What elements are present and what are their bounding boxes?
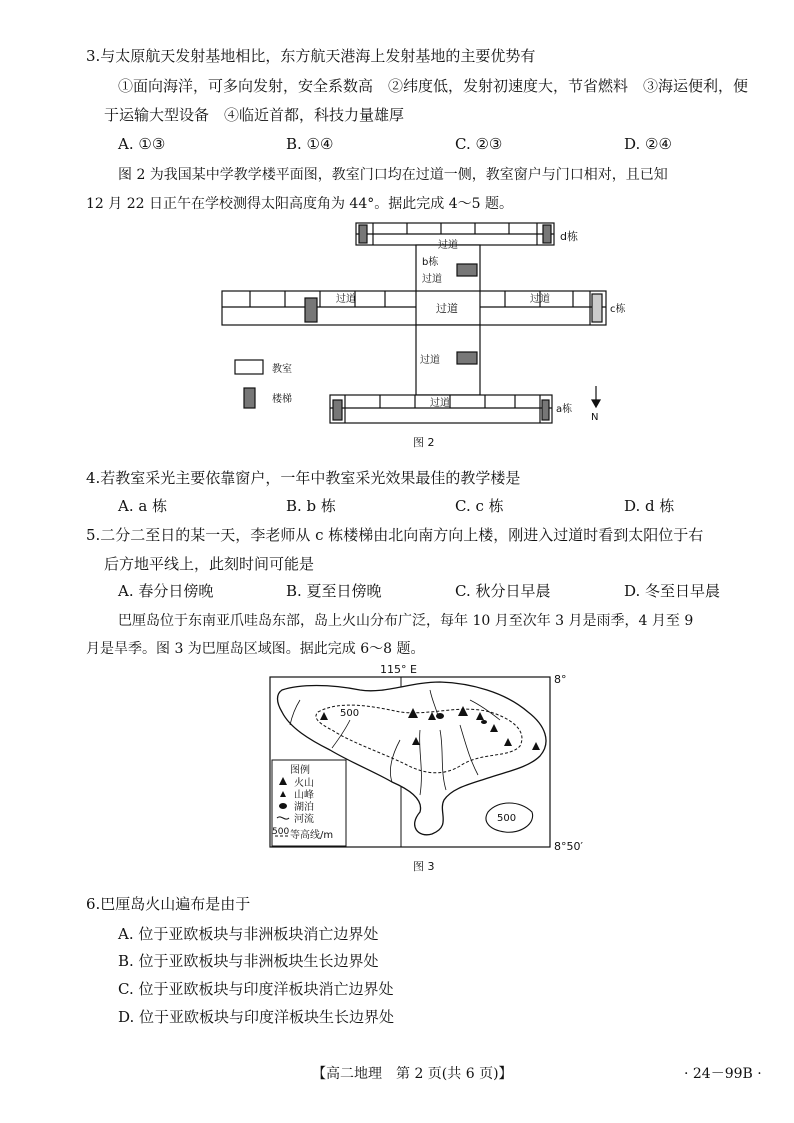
stairs-a-right bbox=[542, 400, 549, 420]
contour-label-2: 500 bbox=[497, 813, 517, 824]
legend-peak: 山峰 bbox=[294, 790, 314, 801]
label-corridor-east: 过道 bbox=[530, 294, 550, 305]
q4-option-c: C. c 栋 bbox=[455, 497, 504, 515]
legend-lake: 湖泊 bbox=[294, 802, 314, 813]
stairs-b bbox=[457, 264, 477, 276]
lat-bottom-label: 8°50′ bbox=[554, 840, 583, 853]
legend-stairs-label: 楼梯 bbox=[272, 394, 292, 405]
legend-classroom-label: 教室 bbox=[272, 364, 292, 375]
label-corridor-west: 过道 bbox=[336, 294, 356, 305]
lake-icon bbox=[436, 713, 444, 719]
intro-4-5-line2: 12 月 22 日正午在学校测得太阳高度角为 44°。据此完成 4～5 题。 bbox=[86, 196, 513, 212]
page-footer-center: 【高二地理 第 2 页(共 6 页)】 bbox=[312, 1066, 513, 1082]
contour-label-1: 500 bbox=[340, 708, 360, 719]
q5-option-b: B. 夏至日傍晚 bbox=[286, 582, 382, 600]
q3-option-a: A. ①③ bbox=[118, 135, 166, 153]
label-c: c栋 bbox=[610, 304, 626, 315]
legend-river: 河流 bbox=[294, 814, 314, 825]
figure-3-caption: 图 3 bbox=[413, 860, 435, 873]
figure-2-caption: 图 2 bbox=[413, 436, 435, 449]
legend-title: 图例 bbox=[290, 765, 310, 776]
legend-stairs-box bbox=[244, 388, 255, 408]
q6-option-a: A. 位于亚欧板块与非洲板块消亡边界处 bbox=[118, 925, 379, 943]
legend-contour: 等高线/m bbox=[290, 830, 334, 841]
legend-volcano: 火山 bbox=[294, 778, 314, 789]
label-b: b栋 bbox=[422, 257, 439, 268]
q5-stem-line2: 后方地平线上，此刻时间可能是 bbox=[104, 555, 315, 573]
stairs-south bbox=[457, 352, 477, 364]
label-north: N bbox=[591, 412, 599, 423]
q3-choices-line2: 于运输大型设备 ④临近首都，科技力量雄厚 bbox=[104, 106, 405, 124]
intro-4-5-line1: 图 2 为我国某中学教学楼平面图，教室门口均在过道一侧，教室窗户与门口相对，且已知 bbox=[118, 167, 668, 183]
stairs-a-left bbox=[333, 400, 342, 420]
lake-icon bbox=[481, 720, 487, 724]
label-a: a栋 bbox=[556, 404, 573, 415]
stairs-c-right bbox=[592, 294, 602, 322]
figure-2-floor-plan bbox=[0, 215, 794, 455]
legend-classroom-box bbox=[235, 360, 263, 374]
q3-stem: 3.与太原航天发射基地相比，东方航天港海上发射基地的主要优势有 bbox=[86, 47, 536, 65]
lake-icon bbox=[279, 803, 287, 809]
lon-label: 115° E bbox=[380, 663, 417, 676]
q6-option-b: B. 位于亚欧板块与非洲板块生长边界处 bbox=[118, 952, 379, 970]
q3-option-c: C. ②③ bbox=[455, 135, 503, 153]
label-corridor-center: 过道 bbox=[436, 302, 458, 315]
q4-stem: 4.若教室采光主要依靠窗户，一年中教室采光效果最佳的教学楼是 bbox=[86, 469, 521, 487]
q4-option-d: D. d 栋 bbox=[624, 497, 675, 515]
q5-option-a: A. 春分日傍晚 bbox=[118, 582, 214, 600]
q5-option-c: C. 秋分日早晨 bbox=[455, 582, 551, 600]
q4-option-a: A. a 栋 bbox=[118, 497, 168, 515]
legend-contour-value: 500 bbox=[272, 827, 290, 837]
q3-option-b: B. ①④ bbox=[286, 135, 334, 153]
intro-6-8-line1: 巴厘岛位于东南亚爪哇岛东部，岛上火山分布广泛，每年 10 月至次年 3 月是雨季，4 月至 9 bbox=[118, 613, 694, 629]
intro-6-8-line2: 月是旱季。图 3 为巴厘岛区域图。据此完成 6～8 题。 bbox=[86, 641, 425, 657]
q5-stem: 5.二分二至日的某一天，李老师从 c 栋楼梯由北向南方向上楼，刚进入过道时看到太阳位于右 bbox=[86, 526, 704, 544]
q6-option-c: C. 位于亚欧板块与印度洋板块消亡边界处 bbox=[118, 980, 394, 998]
label-d: d栋 bbox=[560, 230, 578, 243]
page-footer-code: · 24－99B · bbox=[684, 1066, 762, 1082]
q5-option-d: D. 冬至日早晨 bbox=[624, 582, 721, 600]
label-corridor-d: 过道 bbox=[438, 240, 458, 251]
label-corridor-south: 过道 bbox=[420, 355, 440, 366]
q6-stem: 6.巴厘岛火山遍布是由于 bbox=[86, 895, 251, 913]
north-arrow-icon bbox=[592, 386, 600, 407]
figure-3-bali-map bbox=[0, 660, 794, 875]
q3-choices-line1: ①面向海洋，可多向发射，安全系数高 ②纬度低，发射初速度大，节省燃料 ③海运便利，便 bbox=[118, 77, 749, 95]
stairs-c-left bbox=[305, 298, 317, 322]
label-corridor-a: 过道 bbox=[430, 398, 450, 409]
stairs-d-right bbox=[543, 225, 551, 243]
q6-option-d: D. 位于亚欧板块与印度洋板块生长边界处 bbox=[118, 1008, 395, 1026]
lat-top-label: 8° bbox=[554, 673, 567, 686]
label-corridor-b: 过道 bbox=[422, 274, 442, 285]
stairs-d-left bbox=[359, 225, 367, 243]
q3-option-d: D. ②④ bbox=[624, 135, 672, 153]
q4-option-b: B. b 栋 bbox=[286, 497, 336, 515]
